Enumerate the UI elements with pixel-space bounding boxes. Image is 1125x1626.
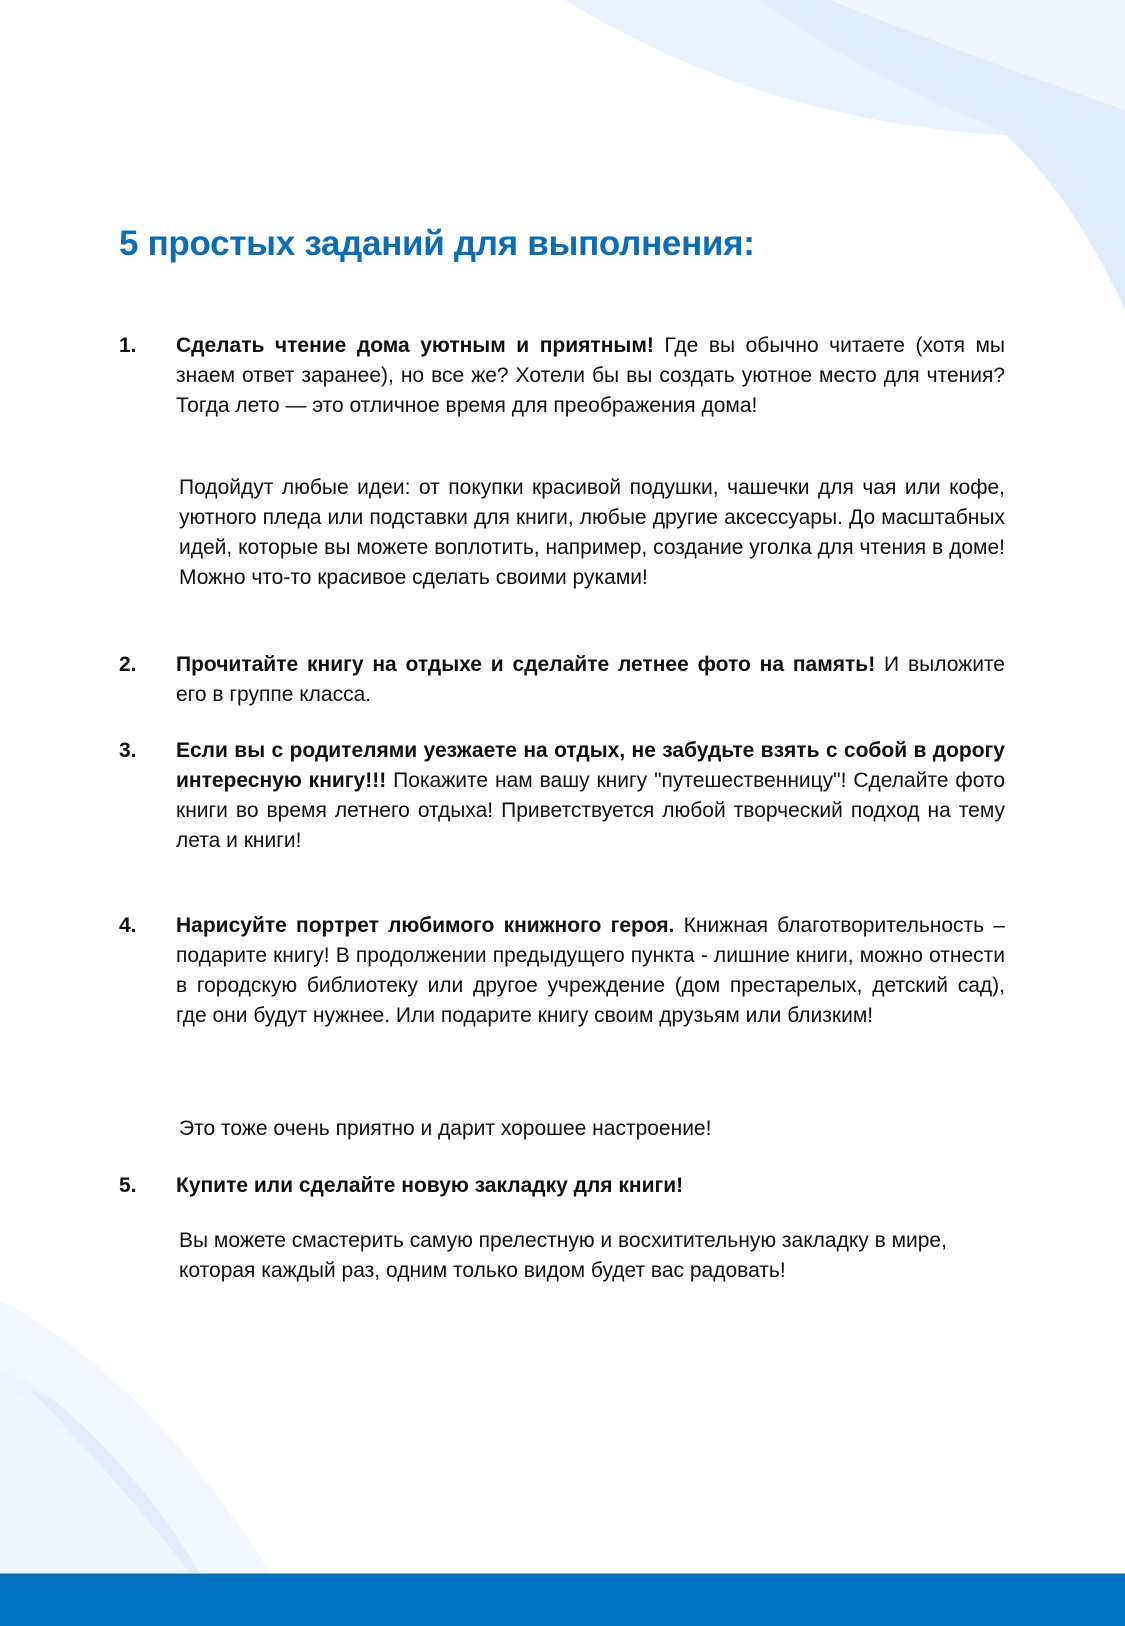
task-text: Где вы обычно читаете (хотя мы знаем ответ заранее), но все же? Хотели бы вы создать уютное место для чтения? Тогда лето — это отличное время для преображения дома! — [176, 334, 1005, 417]
task-heading: Купите или сделайте новую закладку для книги! — [176, 1174, 684, 1197]
task-number: 2. — [119, 653, 137, 676]
task-paragraph — [176, 736, 1005, 856]
task-item-2 — [119, 650, 1005, 710]
task-item-1 — [119, 331, 1005, 421]
task-4-details: Это тоже очень приятно и дарит хорошее настроение! — [179, 1117, 712, 1140]
task-heading: Сделать чтение дома уютным и приятным! — [176, 334, 654, 357]
task-number: 3. — [119, 739, 137, 762]
task-paragraph — [176, 331, 1005, 421]
task-paragraph — [176, 650, 1005, 710]
task-item-3 — [119, 736, 1005, 856]
task-heading: Нарисуйте портрет любимого книжного героя. — [176, 914, 675, 937]
task-heading: Прочитайте книгу на отдыхе и сделайте летнее фото на память! — [176, 653, 876, 676]
task-text: Книжная благотворительность – подарите книгу! В продолжении предыдущего пункта - лишние книги, можно отнести в городскую библиотеку или другое учреждение (дом престарелых, детский сад), где они будут нужнее. Или подарите книгу своим друзьям или близким! — [176, 914, 1005, 1027]
task-number: 1. — [119, 334, 137, 357]
task-paragraph — [176, 1171, 1005, 1201]
task-number: 5. — [119, 1174, 137, 1197]
task-text: И выложите его в группе класса. — [176, 653, 1005, 706]
footer-bar — [0, 1573, 1125, 1626]
task-1-details: Подойдут любые идеи: от покупки красивой подушки, чашечки для чая или кофе, уютного пледа или подставки для книги, любые другие аксессуары. До масштабных идей, которые вы можете воплотить, например, создание уголка для чтения в доме! Можно что-то красивое сделать своими руками! — [179, 476, 1005, 589]
task-text: Покажите нам вашу книгу "путешественницу"! Сделайте фото книги во время летнего отдыха! Приветствуется любой творческий подход на тему лета и книги! — [176, 769, 1005, 852]
page-title: 5 простых заданий для выполнения: — [119, 224, 755, 263]
task-number: 4. — [119, 914, 137, 937]
task-5-details: Вы можете смастерить самую прелестную и восхитительную закладку в мире, которая каждый раз, одним только видом будет вас радовать! — [179, 1229, 947, 1282]
task-item-4 — [119, 911, 1005, 1031]
task-paragraph — [176, 911, 1005, 1031]
task-item-5 — [119, 1171, 1005, 1201]
task-heading: Если вы с родителями уезжаете на отдых, не забудьте взять с собой в дорогу интересную книгу!!! — [176, 739, 1005, 792]
